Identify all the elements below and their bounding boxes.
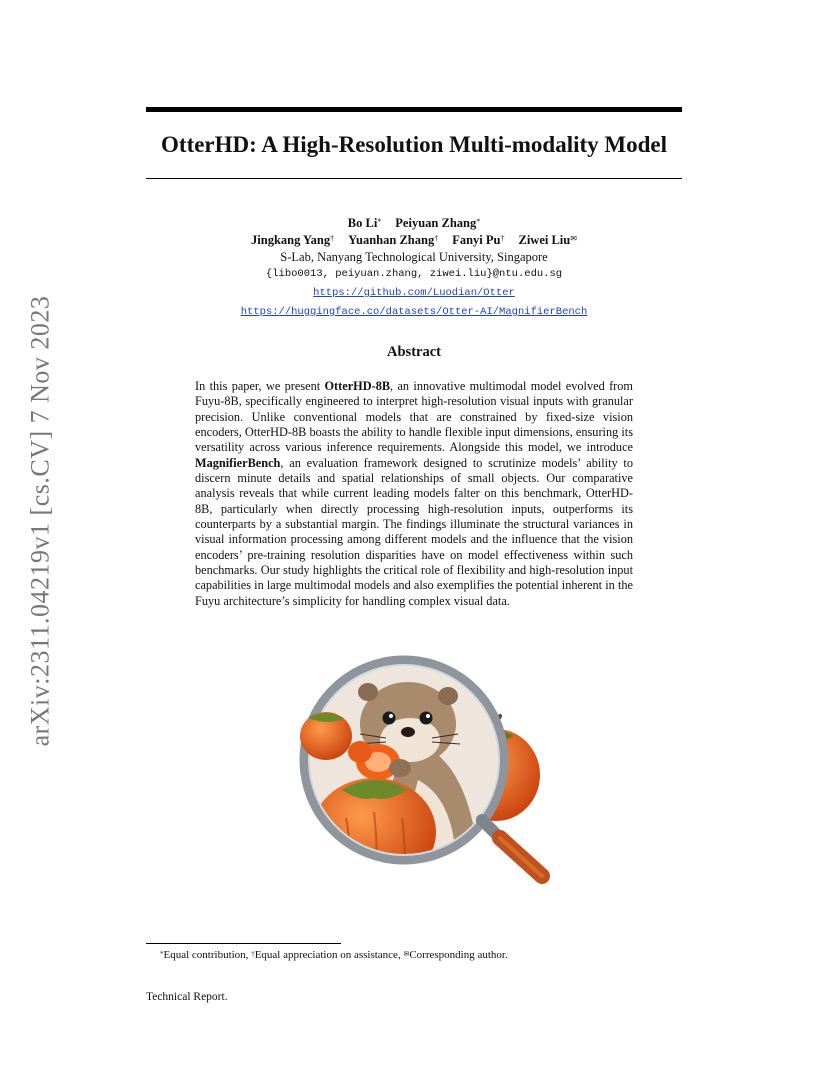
- abstract-heading: Abstract: [387, 344, 441, 360]
- author-emails: {libo0013, peiyuan.zhang, ziwei.liu}@ntu.edu.sg: [265, 268, 563, 280]
- footnote-rule: [146, 943, 341, 944]
- footnote: *Equal contribution, †Equal appreciation on assistance, ✉Corresponding author.: [160, 949, 508, 961]
- author-name: Yuanhan Zhang: [348, 233, 435, 247]
- github-link[interactable]: https://github.com/Luodian/Otter: [313, 287, 515, 299]
- author-row-1: [146, 215, 682, 232]
- abstract-text: In this paper, we present OtterHD-8B, an innovative multimodal model evolved from Fuyu-8B, specifically engineered to interpret high-resolution visual inputs with granular precision. Unlike conventional models that are constrained by fixed-size vision encoders, OtterHD-8B boasts the ability to handle flexible input dimensions, ensuring its versatility across various inference requirements. Alongside this model, we introduce MagnifierBench, an evaluation framework designed to scrutinize models’ ability to discern minute details and spatial relationships of small objects. Our comparative analysis reveals that while current leading models falter on this benchmark, OtterHD-8B, particularly when directly processing high-resolution inputs, outperforms its counterparts by a substantial margin. The findings illuminate the structural variances in visual information processing among different models and the influence that the vision encoders’ pre-training resolution disparities have on model effectiveness within such benchmarks. Our study highlights the critical role of flexibility and high-resolution input capabilities in large multimodal models and also exemplifies the potential inherent in the Fuyu architecture’s simplicity for handling complex visual data.: [195, 379, 633, 608]
- title-rule-bottom: [146, 178, 682, 179]
- huggingface-link[interactable]: https://huggingface.co/datasets/Otter-AI/MagnifierBench: [240, 306, 588, 318]
- arxiv-identifier-text: arXiv:2311.04219v1 [cs.CV] 7 Nov 2023: [25, 295, 55, 747]
- model-name: OtterHD-8B: [324, 379, 391, 393]
- affiliation: S-Lab, Nanyang Technological University, Singapore: [280, 250, 548, 264]
- author-name: Bo Li: [347, 216, 378, 230]
- paper-title: OtterHD: A High-Resolution Multi-modality Model: [161, 132, 667, 157]
- author-mark: †: [330, 234, 335, 243]
- arxiv-identifier: [20, 286, 60, 756]
- author-name: Peiyuan Zhang: [395, 216, 477, 230]
- persimmon-small-icon: [300, 712, 352, 760]
- author-name: Ziwei Liu: [518, 233, 571, 247]
- author-name: Jingkang Yang: [251, 233, 331, 247]
- author-mark: *: [476, 217, 481, 226]
- author-mark: †: [434, 234, 439, 243]
- author-block: [146, 215, 682, 321]
- benchmark-name: MagnifierBench: [195, 455, 281, 470]
- otter-magnifier-illustration: [286, 640, 550, 894]
- author-mark: ✉: [570, 234, 577, 243]
- author-mark: †: [500, 234, 505, 243]
- author-row-2: [146, 232, 682, 249]
- author-mark: *: [377, 217, 382, 226]
- title-rule-top: [146, 107, 682, 112]
- report-label: Technical Report.: [146, 991, 228, 1003]
- author-name: Fanyi Pu: [452, 233, 501, 247]
- magnifier-handle-icon: [482, 820, 542, 876]
